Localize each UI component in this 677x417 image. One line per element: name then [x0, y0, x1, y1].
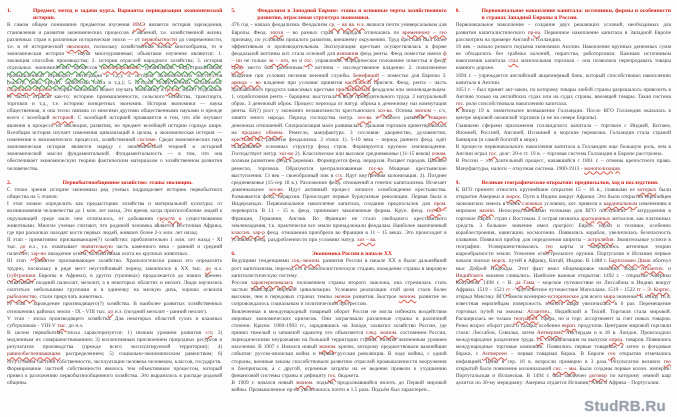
flagged-word: хоз-ва	[377, 108, 392, 115]
text-run: . Непосредственными толчками для ВГО послужили: 1. затруднения в торговле Европ. стран с Востоком. 2 острая нехватка	[455, 208, 671, 222]
text-run: владение при условии принятия	[260, 79, 346, 86]
watermark: StudRB.Ru	[584, 398, 666, 415]
flagged-word: драгоценных	[580, 215, 611, 222]
text-run: . Ремесло, мануфактура. 3 сословия: дворянство, духовенство,	[282, 129, 447, 136]
text-run: распределением; 5) социально-экономическим равенством; 6) отсутствием частной собственности, эксплуатации человека человеком, классов, государств.	[7, 351, 223, 365]
paragraph	[231, 22, 446, 244]
text-run: . Значительные успехи в географии. Усовершенствовались	[455, 236, 671, 251]
paragraph	[231, 280, 446, 309]
flagged-word: ср. – ик вв. н.э.	[329, 22, 365, 29]
flagged-word: временному – гео	[402, 29, 447, 36]
paragraph	[7, 237, 222, 258]
text-run: карты и возродились античные теории шарообразности земли. Усвоение огнестрельного оружия. Португалия и Испания первые начали поиски	[455, 244, 671, 265]
paragraph	[7, 187, 222, 201]
paragraph	[456, 73, 671, 87]
text-run: – с/х, занято много народа. Период господства натур.	[231, 108, 447, 122]
paragraph	[456, 187, 671, 387]
text-run: развитие не сопровождалось социальным и политическим прогрессом.	[231, 294, 447, 308]
text-run: является история зарождения, становления и развития экономических процессов и явлений, т.е. хозяйственной жизни, различных стран в различные исторические эпохи — от	[7, 22, 223, 43]
text-run: В процессе первоначального накопления капитала в Голландии еще большую роль, чем в Англии играл	[455, 144, 671, 158]
flagged-word: пром.	[433, 201, 447, 208]
text-run: н.э. (поздний мезолит - ранний неолит).	[113, 308, 208, 315]
section-heading	[456, 8, 671, 22]
section-number: 8.	[455, 8, 460, 14]
text-run: не только	[241, 58, 269, 65]
text-run: Россия	[231, 279, 251, 286]
flagged-word: гос.	[455, 101, 465, 108]
flagged-word: аренда – во	[231, 79, 261, 86]
flagged-word: продажу обмена	[241, 129, 283, 136]
flagged-word: характеризовалась	[250, 279, 294, 286]
paragraph	[456, 108, 671, 122]
text-run: Первоначальное накопление – создание двух решающих условий, необходимых для развития капиталистического	[455, 22, 671, 36]
flagged-word: ознам.	[431, 151, 447, 158]
flagged-word: кардинальным	[603, 201, 638, 208]
text-run: – кругосветное путешествие Магеллана. 1519 – 1522	[510, 287, 637, 294]
flagged-word: опред.	[608, 337, 624, 344]
flagged-word: гг	[506, 287, 511, 294]
section-title: Предмет, метод и задачи курса. Варианты периодизации экономической истории.	[33, 8, 223, 22]
text-run: С точки зрения истории экономики ряд ученых подразделяет историю первобытного общества на 5 этапов:	[7, 186, 223, 201]
flagged-word: договор	[588, 372, 607, 379]
text-run: . С всеобщей историей проявляется в том, что обе изучают явления в процессе их эволюции, развития, но предмет всеобщей истории гораздо шире. Всеобщая история изучает изменения цивилизаций в целом, а экономическая история — изменения в экономических процессах, хозяйственной	[7, 115, 223, 143]
text-run: Ведущими тенденциями	[231, 258, 292, 265]
section-title: Феодализм в Западной Европе: этапы и основные черты хозяйственного развития, отраслевая структура экономики.	[257, 8, 447, 22]
text-run: IV этап - зарождение производящего(?) хозяйства. В наиболее развитых хозяйственных отношениях районах земли - IX - VIII тыс.	[7, 301, 223, 315]
flagged-word: тыс.	[57, 322, 67, 329]
text-run: значение. К концу 16 в. известная европейцам поверхность земного шара увеличилась в 6 раз. Перемещение торговых путей на океаны:	[455, 294, 671, 315]
text-run: до н.э.	[66, 322, 84, 329]
text-run: II этап - примитивно присваивающее(?) хозяйство: приблизительно 1 млн. лет назад - XI тыс.	[7, 236, 223, 251]
text-run: –	[641, 287, 648, 294]
text-run: бюджета.	[336, 372, 360, 379]
section-title: Первобытнообщинное хозяйство: этапы эволюции.	[62, 179, 193, 186]
section-title: Экономика России в начале XX	[311, 251, 393, 258]
flagged-word: товарно	[428, 115, 447, 122]
paragraph	[231, 380, 446, 394]
text-column-3	[456, 8, 671, 417]
flagged-word: гос-ва	[426, 208, 441, 215]
flagged-word: историей	[52, 115, 74, 122]
text-run: В России – это длительный процесс, начавшийся с 1861 г. – отмены крепостного права. Мануфактуры, налоги – откупная система. 1900-1913 -	[455, 158, 671, 172]
text-run: денежных отношений. Специализация мало развивалась. Дальняя торговля ориентировалась на	[231, 122, 447, 136]
text-run: и т.д.); 4.	[101, 72, 136, 79]
section-number: 6.	[231, 251, 236, 258]
section-heading	[456, 180, 671, 187]
flagged-word: мира	[603, 294, 615, 301]
flagged-word: до	[107, 308, 114, 315]
flagged-word: субтропики	[8, 272, 36, 279]
flagged-word: хоз-ва	[357, 115, 372, 122]
flagged-word: хоз-во	[279, 151, 294, 158]
flagged-word: историческое	[547, 294, 579, 301]
text-run: В целом первобытная эпоха характеризуется: 1) низким уровнем развития	[7, 330, 206, 337]
flagged-word: значительную	[80, 244, 113, 251]
grammar-flagged-phrase: промышленный переворот, интеграция	[7, 72, 102, 79]
section-8	[456, 8, 671, 173]
text-run: существованию животными. Многие ученые считают, что родиной человека является Восточная Африка, где при раскопках находят кости первых людей, живших более 2-х млн. лет назад.	[7, 215, 223, 236]
paragraph	[456, 158, 671, 172]
text-run: часть каменного века - ранний и средний палеолит;	[7, 244, 223, 258]
text-run: Формирование частной собственности явилось тем объективным процессом, который привел к разложению первобытнообщинного хозяйства. Это выразилось в распаде родовой общины.	[7, 365, 223, 387]
text-run: н.э. (	[7, 265, 223, 279]
text-run: изменениям в мировом	[455, 201, 671, 215]
grammar-flagged-phrase: урбанизация, индустриализация	[144, 65, 221, 72]
text-run: обогнул мыс Доброй Надежды. Этот факт имел общемировое значение. Воды	[455, 258, 671, 272]
section-title: Первоначальное накопление капитала: источники, формы и особенности в странах Западной Европы и России.	[481, 8, 671, 22]
text-run: для всего	[578, 294, 604, 301]
text-run: I этап можно определить как предысторию хозяйства и материальной культуры: от возникновения человечества до 1 млн. лет назад. Это время, когда приспособление людей к окружающей среде мало чем отличалось, от добывания	[7, 201, 223, 222]
text-run: Мощные крестьянские выступления. 13 век – своеобразный пик в	[231, 165, 447, 179]
text-run: 1651 г. – был принят акт-закон, по которому товары любой страны разрешалось привозить в Англию только на английских судах или на судах страны, ввозящей товары. Такая система	[455, 86, 671, 100]
flagged-word: хар-но	[31, 251, 47, 258]
text-run: развития. Быстрое	[350, 294, 399, 301]
text-run: – во разных стран и народов отличались по	[283, 29, 403, 36]
flagged-word: Антверпен	[536, 330, 562, 337]
grammar-flagged-phrase: история отдельных экономических процессов	[7, 58, 223, 72]
text-run: Вовлеченная в международный товарный оборот Россия не могла избежать воздействия мировых экономических кризисов. Они затрагивали различные страны в различной степени. Кризис 1900-1903 гг., зародившись на Западе, захватил хозяйство России, где принял тяжелый и затяжной характер что объясняется	[231, 308, 447, 337]
text-run: сфера, но и торг. ассортимент за счет новых товаров. Резко возрос оборот риса и сахара; особенно	[455, 315, 671, 329]
text-run: роли способствовала накоплению капитала.	[464, 101, 568, 108]
text-run: были открытие Америки и	[455, 186, 671, 201]
flagged-word: соц.-эконом.	[291, 258, 321, 265]
flagged-word: Бартоломео Диаш	[608, 258, 651, 265]
flagged-word: пр-ва	[527, 29, 541, 36]
flagged-word: Подобным образом	[7, 86, 52, 93]
text-run: , но и	[288, 58, 305, 65]
flagged-word: целом	[165, 86, 180, 93]
flagged-word: след. эконом.	[365, 330, 398, 337]
flagged-word: с/х	[335, 172, 342, 179]
flagged-word: да Гама	[515, 279, 535, 286]
flagged-word: Атлантич.	[527, 308, 551, 315]
text-run: III этап - развитое присваивающее хозяйство. Хронологически рамки его определить трудно, поскольку в ряде мест неустойчивый период закончился в XX тыс.	[7, 258, 223, 272]
flagged-word: классич. хар-р	[231, 229, 265, 236]
flagged-word: взимания	[336, 51, 359, 58]
text-run: .	[619, 165, 622, 172]
text-run: – морское путешествие из Лиссабона в Индию вокруг Африки. 1519 – 1521	[455, 279, 671, 294]
flagged-word: европ.	[561, 322, 577, 329]
text-run: подъем, продолжавшийся вплоть до Первой мировой войны. Промышленное пр-во увеличилось почти в 1.5 раза. Подъём был характерен...	[231, 380, 447, 394]
text-run: продуктов. Центрами мировой торговли стали: Лиссабон, Севилья, затем	[455, 322, 671, 337]
flagged-word: гос.	[304, 58, 313, 65]
paragraph	[456, 87, 671, 108]
section-number: 5.	[231, 8, 236, 14]
paragraph	[7, 366, 222, 387]
flagged-word: Антверпен	[482, 351, 507, 358]
flagged-word: системе	[137, 136, 156, 143]
section-1	[7, 8, 222, 173]
flagged-word: эпохи	[270, 29, 284, 36]
text-run: , стали приручать животных.	[36, 294, 104, 301]
text-run: ; 2) медленным их совершенствованием; 3) коллективным присвоением природных ресурсов и результатов производства (прежде всего эксплуатируемой территории); 4)	[7, 330, 223, 351]
text-run: и т.д.); 5.	[105, 79, 135, 86]
flagged-word: эконом.	[318, 344, 337, 351]
text-run: Европы и Африки), в других (тропиках) продолжается до наших времен. Охватывает поздний палеолит, мезолит, а в некоторых областях и неолит. Люди научились охотиться небольшими группами и в одиночку на мелкую дичь, хорошо освоили	[7, 272, 223, 294]
text-run: феод ренты. Феод поместье имело	[358, 51, 444, 58]
flagged-word: географич.	[513, 315, 539, 322]
grammar-flagged-phrase: налоги, цены, кредит, заработная плата	[8, 79, 106, 86]
grammar-flagged-phrase: история экономических институтов	[135, 72, 223, 79]
paragraph	[456, 22, 671, 43]
section-title: Великие географические открытия: предпосылки, ход и последствия.	[481, 179, 659, 186]
text-run: , Индийский и Тихий. Торговля стала мировой. Расширилась не только	[455, 308, 671, 322]
text-run: . Идут внутренняя колонизация. 3). Позднее средневековье (15-сер 18 в.). Разложение феод. отношений и генезис капитализма. Исчезает домениальное	[231, 172, 447, 193]
flagged-word: эконом	[334, 294, 351, 301]
text-run: В 1909 г. начался новый	[231, 380, 296, 387]
text-run: , открыл Мексику. ВГО имели всемирно-	[455, 287, 671, 301]
flagged-word: стал	[508, 58, 519, 65]
text-run: 16 век – начало резкого подъема экономики Англии. Накопление крупных денежных сумм не обходилось без грабежа колоний, пиратства, работорговли. Важным источником накопления капитала	[455, 43, 671, 65]
grammar-flagged-phrase: история хозяйственных механизмов	[134, 79, 221, 86]
flagged-word: с/х	[205, 330, 213, 337]
text-run: условиях, кот. привели к	[542, 201, 604, 208]
section-2	[7, 180, 222, 388]
text-run: управления. Юридическое положение поместья в феод.	[313, 58, 447, 65]
text-run: развития России в начале XX в были дальнейший рост капитализма, переход его в монополистическую стадию, вхождение страны в мировую капиталистическую систему.	[231, 258, 447, 279]
text-run: , поскольку хозяйственная жизнь многообразна, то и экономическая история — наука многоуровневая; объектами изучения являются: 1. эволюция способов	[7, 43, 223, 65]
text-run: кризис, которому предшествовали важнейшие события: русско-японская война и первая русская революция. В ходе войны, с одной стороны, военные заказы способствовали развитию отраслей промышленности вооружения и боеприпасов, а с другой, огромные затраты на ее ведение привели к ухудшению финансовой системы страны и дефициту	[231, 344, 447, 379]
text-run: феодалом или землевладельцем. 1. отработочная рента – барщина: выступала в виде принудительного труда. 2 натуральный оброк. 3 денежный оброк. Процесс перехода от натур. оброка к денежному наз коммутация ренты. Её(?) рост у экономич независимости крестьянского	[231, 86, 447, 115]
flagged-word: эк – ого	[268, 58, 289, 65]
grammar-flagged-phrase: производства	[56, 58, 88, 65]
text-run: ,	[139, 65, 145, 72]
text-run: феод. отношения приобрели во Франции в 11 – 15 веках. Это происходит в условиях феод. раздробленности при условиях натур.	[231, 229, 447, 244]
text-run: признаку, по условиям прошлого развития, внешнему окружению. Труд крестьян был более эффективным и производительным. Эксплуатация крестьян осуществлялась в форме феодальной вотчины кот. стала основой для	[231, 36, 447, 58]
text-run: – первая товарная биржа. В Европе	[506, 351, 609, 358]
text-column-1	[7, 8, 222, 417]
paragraph	[7, 301, 222, 315]
paragraph	[7, 22, 222, 172]
text-run: товаров. Появились международные торговые компании. Появились первые товарные, а затем и фондовые биржи, с	[455, 337, 671, 358]
text-run: . Среди экономических наук экономическая история является наряду с экономической теорией и историей экономической мысли фундаментальной. Фундаментальность — в том, что она обеспечивает экономическую теорию фактическим материалом о хозяйственном развитии человечества.	[7, 136, 223, 172]
flagged-word: монополизация	[584, 165, 620, 172]
flagged-word: гос.	[327, 372, 337, 379]
text-run: долг: 20-е гг. 19 в. – торговая система Голландии в Европе расстроена.	[497, 151, 663, 158]
text-run: океанов сливались. Наиболее важные открытия: 1492 г. - открытие Америки Колумбом. 1498 г. – В.	[455, 272, 671, 286]
flagged-word: ИМЭ	[133, 22, 146, 29]
flagged-word: гео	[608, 351, 616, 358]
flagged-word: Э. Кортес	[647, 287, 670, 294]
flagged-word: гг	[636, 287, 642, 294]
text-run: . Основа	[391, 108, 415, 115]
text-run: состоянием России, периодическими неурожаями на большой территории страны, низким жизненным уровнем населения. В 1907 г. Начался новый	[231, 330, 447, 351]
flagged-word: Атлантич.	[640, 265, 664, 272]
flagged-word: первобытности	[141, 36, 177, 43]
text-run: ; 3.	[192, 58, 205, 65]
flagged-word: среде	[231, 65, 244, 72]
text-run: ; развитие феодализма. 3 этапа: 1). 5-10 века – период раннего феод. идёт складывание основных структур феод строя. Формируется крупное землевладение. Господствует натур.	[231, 136, 447, 158]
text-run: и слабого развития	[371, 115, 429, 122]
flagged-word: астролябия	[587, 236, 614, 243]
flagged-word: рыболовство	[7, 294, 37, 301]
paragraph	[456, 123, 671, 144]
paragraph	[231, 258, 446, 279]
paragraph	[7, 330, 222, 366]
text-run: , Амстердам и в 18 в. Лондон. Происходило международное разделение труда,	[455, 330, 671, 344]
flagged-word: которых	[637, 186, 657, 193]
text-run: 2). Классическое или высокое средневековье (11-15 веков)	[293, 151, 432, 158]
flagged-word: морск.	[491, 258, 507, 265]
text-run: Пути в Индию вокруг Африки. Это были открытия европейцев заокеанских земель в очень	[455, 194, 671, 208]
flagged-word: до	[205, 265, 211, 272]
text-run: присяги. Феод. рента – часть прибавочного продукта зависимых крестьян	[231, 79, 447, 93]
grammar-flagged-phrase: история отраслей народного хозяйства	[98, 58, 193, 65]
flagged-word: кооперирование	[102, 65, 140, 72]
flagged-word: до	[20, 244, 26, 251]
text-run: – Франция, Германия, Англия. Во Франции не стало свободного крестьянского землевладения, т.к. практически все земли принадлежали феодалам. Наиболее законченный	[231, 208, 447, 229]
text-run: до современности, т.е. в её исторической	[7, 36, 223, 50]
text-run: место был различным: 1. вотчина – наследственное владение. 2. пожизненное владение при условии несения военной службы.	[231, 65, 447, 79]
text-run: металлов, как платежных средств. 3 большое значение имел прогресс Европ. науки и техники, особенно кораблестроения, навигации, космогонии. Появились корабли, увеличилась безопасность плавания. Появился прибор для определения широты –	[455, 215, 671, 243]
text-run: (	[7, 79, 9, 86]
section-9	[456, 180, 671, 388]
flagged-word: средств к	[157, 215, 182, 222]
text-run: ,	[220, 65, 223, 72]
section-6	[231, 251, 446, 394]
text-run: н.э., т.е. охватывает	[25, 244, 81, 251]
flagged-word: гео	[663, 358, 671, 365]
section-number: 1.	[7, 8, 12, 14]
section-5	[231, 8, 446, 244]
text-run: . Были созданы первые колон. империи: Португальская и Испанская. В 1494 г. был заключен	[455, 365, 671, 379]
text-run: Главными сферами приложения голландского капитала – торговля с Индией, Китаем, Японией, Россией, Англией, Испанией и морские перевозки. Голландия стала страной банкиров (и самой богатой в мире).	[455, 122, 671, 143]
flagged-word: эволюции	[66, 43, 90, 50]
flagged-word: эконом	[414, 108, 432, 115]
paragraph	[231, 309, 446, 381]
text-run: . Идут активный процесс личного освобождения крестьянства. Размывается феод. иерархия. Происходят первые буржуазные революции. Первая была в Нидерландах. Первоначальное накопление капитала, создание предпосылок для	[231, 187, 447, 208]
flagged-word: Бенефиций	[353, 72, 379, 79]
flagged-word: присваиваемая	[335, 86, 371, 93]
text-run: история экономики может изучать экономику в	[51, 86, 166, 93]
flagged-word: сис. – мы	[553, 365, 576, 372]
text-run: .	[375, 237, 377, 244]
text-run: переворота. В 11 – 15 в. феод. принимает законченные формы. Круп. феод.	[231, 208, 427, 215]
section-heading	[7, 8, 222, 22]
text-run: 476 год – начало феодализма. Феодализм	[231, 22, 330, 29]
flagged-word: ф – ии	[231, 51, 447, 65]
text-run: полным развитием феод в деревнях. Формируется феод. иерархия. Расцвет городов. Цеховое ремесло, торговля. Образуются централизованные	[231, 158, 447, 172]
text-run: овладение огнем, коллективная охота на крупных животных.	[46, 251, 189, 258]
text-run: положением страны второго эшелона, она стремилась стать частью авангарда мировой цивилизации. Условием реализации этой цели стали более высокие, чем в передовых странах темпы	[231, 279, 447, 301]
section-heading	[231, 8, 446, 22]
text-run: 1694 г. – учреждается английский акционерный банк, который способствовал накоплению капитала в Англии.	[455, 72, 671, 86]
text-run: . Первичное накопление капитала в Западной Европе рассмотрим на примере Англии и Голландии.	[455, 29, 671, 43]
section-heading	[7, 180, 222, 187]
paragraph	[456, 144, 671, 158]
flagged-word: вассальной	[345, 79, 371, 86]
paragraph	[456, 44, 671, 73]
text-run: и	[664, 265, 671, 272]
text-run: .	[220, 79, 223, 86]
text-run: открытия отмечались инфляцией. Цены в сер. 16 в. возросли примерно в 3 раза. Результатом великих	[455, 351, 671, 365]
flagged-word: морск.	[506, 194, 522, 201]
text-run: К ВГО принято относить крупнейшие открытия 15 – 16 в., главными из	[455, 186, 638, 193]
flagged-word: гос-ва	[368, 165, 383, 172]
text-run: ; 2.	[87, 58, 99, 65]
flagged-word: жизни	[479, 208, 494, 215]
paragraph	[7, 201, 222, 237]
flagged-word: хоз – ва	[357, 237, 376, 244]
text-run: путей в Африку, Китай, Индию. В 1488 г.	[506, 258, 609, 265]
text-run: являлся почти универсальным для Европы. Феод.	[231, 22, 447, 36]
paragraph	[7, 258, 222, 301]
text-run: V этап - эпоха производящего хозяйства. Для некоторых областей сухих и влажных субтропиков - VIII-V	[7, 315, 223, 329]
section-number: 9.	[455, 179, 460, 186]
text-run: К концу 19 в. значительное возвышение Голландии. После ВГО Голландия оказалась в центре мировой океанской торговли (а не на севере Европы).	[455, 108, 671, 122]
flagged-word: крестьянство	[231, 136, 262, 143]
text-run: , может отдельные её части, отрасли как-то: историю промышленности, сельского хозяйства, транспорта, торговли и т.д., т.е. историю конкретных экономик. История экономики — наука общественная, и она тесно связана со многими другими общественными науками и прежде всего с всеобщей	[7, 86, 223, 122]
text-run: специализация на выпуске	[543, 337, 609, 344]
section-number: 2.	[7, 179, 12, 186]
flagged-word: Индийского	[455, 272, 484, 279]
text-run: – поместье для Европы 3.	[379, 72, 447, 79]
flagged-word: гос.	[488, 151, 498, 158]
text-run: монопольная торговля – она позволяла перепродавать товары намного дороже.	[455, 58, 671, 72]
text-run: (	[97, 65, 103, 72]
flagged-word: гео	[545, 244, 553, 251]
flagged-word: равнообеспечивающим	[7, 351, 61, 358]
text-run: по которому земной шар делится по 30-му меридиану: Америка отдается Испании, Азия и Африка - Португалии.	[455, 372, 671, 387]
flagged-word: эконом.	[398, 294, 417, 301]
flagged-word: эконом.	[295, 380, 314, 387]
text-run: открытий было появление колониальной	[455, 365, 554, 372]
flagged-word: хоз-во	[268, 187, 283, 193]
text-run: В самом общем понимании предметом изучения	[7, 22, 134, 29]
flagged-word: т.е.	[536, 337, 544, 344]
paragraph	[7, 316, 222, 330]
flagged-word: сложных	[521, 201, 543, 208]
text-column-2	[231, 8, 446, 417]
